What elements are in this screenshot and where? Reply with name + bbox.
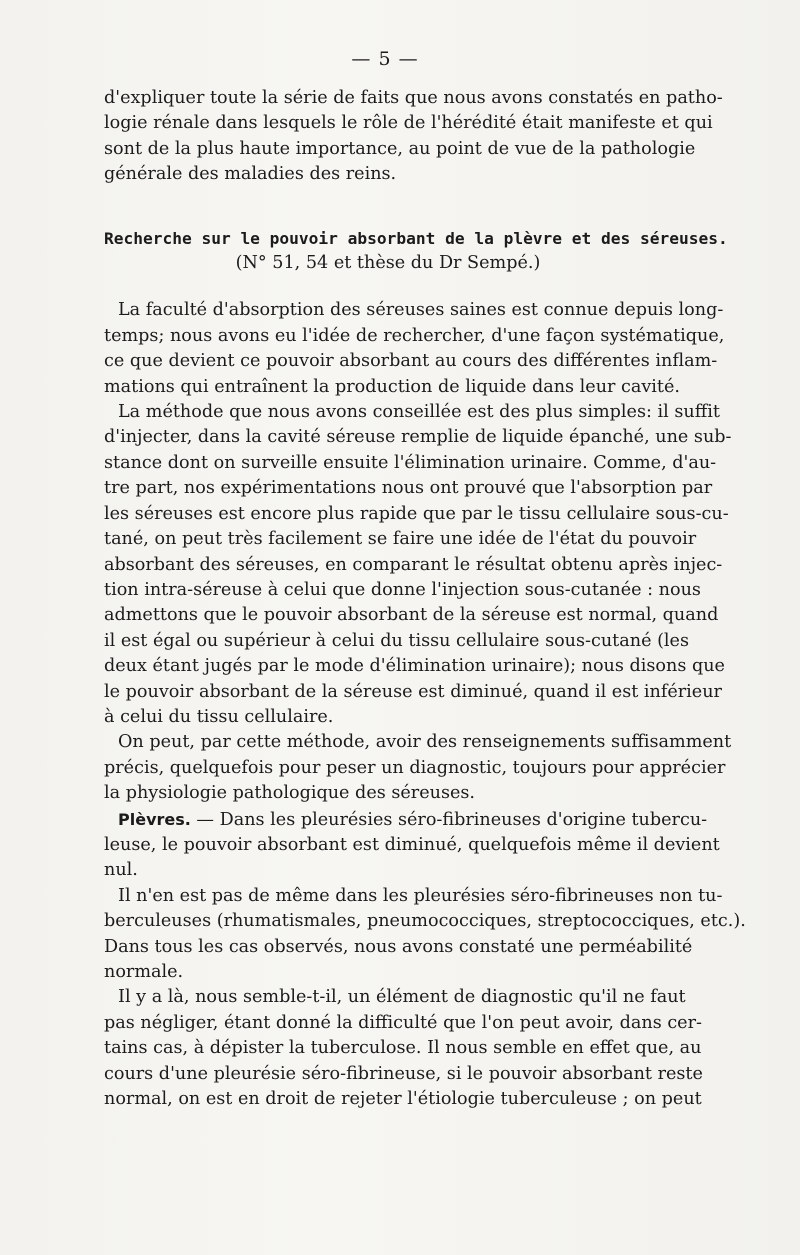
paragraph-plevres — [104, 807, 720, 884]
text-line: mations qui entraînent la production de liquide dans leur cavité. — [104, 376, 681, 397]
page-body — [104, 86, 746, 1112]
text-line: leuse, le pouvoir absorbant est diminué, quelquefois même il devient — [104, 834, 720, 855]
intro-paragraph — [104, 86, 723, 188]
text-line: normale. — [104, 962, 184, 982]
text-line: générale des maladies des reins. — [104, 164, 397, 185]
text-line: tion intra-séreuse à celui que donne l'injection sous-cutanée : nous — [104, 579, 701, 600]
text-line: admettons que le pouvoir absorbant de la séreuse est normal, quand — [104, 605, 719, 626]
page-number: — 5 — — [351, 48, 419, 70]
text-line: Il y a là, nous semble-t-il, un élément de diagnostic qu'il ne faut — [118, 987, 686, 1008]
text-line: berculeuses (rhumatismales, pneumococciques, streptococciques, etc.). — [104, 911, 746, 932]
section-reference: (N° 51, 54 et thèse du Dr Sempé.) — [235, 253, 541, 274]
text-line: La méthode que nous avons conseillée est des plus simples: il suffit — [118, 402, 720, 423]
section-heading: Recherche sur le pouvoir absorbant de la plèvre et des séreuses. — [104, 228, 728, 248]
text-line: nul. — [104, 860, 138, 881]
text-line — [104, 807, 708, 833]
text-line: sont de la plus haute importance, au point de vue de la pathologie — [104, 138, 696, 159]
text-line: Il n'en est pas de même dans les pleurésies séro-fibrineuses non tu- — [118, 885, 723, 906]
text-line: tané, on peut très facilement se faire une idée de l'état du pouvoir — [104, 529, 697, 550]
text-line: ce que devient ce pouvoir absorbant au cours des différentes inflam- — [104, 351, 718, 372]
paragraph-absorption — [104, 298, 725, 400]
paragraph-methode — [104, 400, 732, 730]
text-line: cours d'une pleurésie séro-fibrineuse, si le pouvoir absorbant reste — [104, 1063, 703, 1084]
text-line: les séreuses est encore plus rapide que par le tissu cellulaire sous-cu- — [104, 503, 729, 524]
plevres-label: Plèvres. — [118, 809, 191, 829]
text-line: normal, on est en droit de rejeter l'étiologie tuberculeuse ; on peut — [104, 1089, 702, 1110]
text-line: absorbant des séreuses, en comparant le résultat obtenu après injec- — [104, 554, 723, 575]
paragraph-non-tuberculeuses — [104, 884, 746, 986]
text-line: stance dont on surveille ensuite l'élimination urinaire. Comme, d'au- — [104, 452, 717, 473]
text-line: tains cas, à dépister la tuberculose. Il nous semble en effet que, au — [104, 1038, 702, 1059]
text-line: logie rénale dans lesquels le rôle de l'hérédité était manifeste et qui — [104, 113, 713, 134]
text-line: La faculté d'absorption des séreuses saines est connue depuis long- — [118, 300, 724, 321]
text-line: à celui du tissu cellulaire. — [104, 706, 334, 727]
text-line: pas négliger, étant donné la difficulté que l'on peut avoir, dans cer- — [104, 1012, 702, 1033]
text-line: d'expliquer toute la série de faits que nous avons constatés en patho- — [104, 88, 723, 108]
paragraph-renseignements — [104, 730, 732, 806]
text-line: il est égal ou supérieur à celui du tissu cellulaire sous-cutané (les — [104, 630, 690, 651]
text-line: On peut, par cette méthode, avoir des renseignements suffisamment — [118, 732, 732, 753]
text-line: la physiologie pathologique des séreuses. — [104, 783, 476, 804]
paragraph-diagnostic — [104, 985, 703, 1112]
text-line: tre part, nos expérimentations nous ont prouvé que l'absorption par — [104, 478, 713, 499]
plevres-line-text: — Dans les pleurésies séro-fibrineuses d'origine tubercu- — [190, 809, 708, 830]
text-line: temps; nous avons eu l'idée de rechercher, d'une façon systématique, — [104, 325, 725, 346]
text-line: le pouvoir absorbant de la séreuse est diminué, quand il est inférieur — [104, 681, 722, 702]
text-line: d'injecter, dans la cavité séreuse remplie de liquide épanché, une sub- — [104, 427, 732, 448]
text-line: deux étant jugés par le mode d'élimination urinaire); nous disons que — [104, 656, 725, 677]
text-line: Dans tous les cas observés, nous avons constaté une perméabilité — [104, 936, 693, 957]
text-line: précis, quelquefois pour peser un diagnostic, toujours pour apprécier — [104, 757, 726, 778]
